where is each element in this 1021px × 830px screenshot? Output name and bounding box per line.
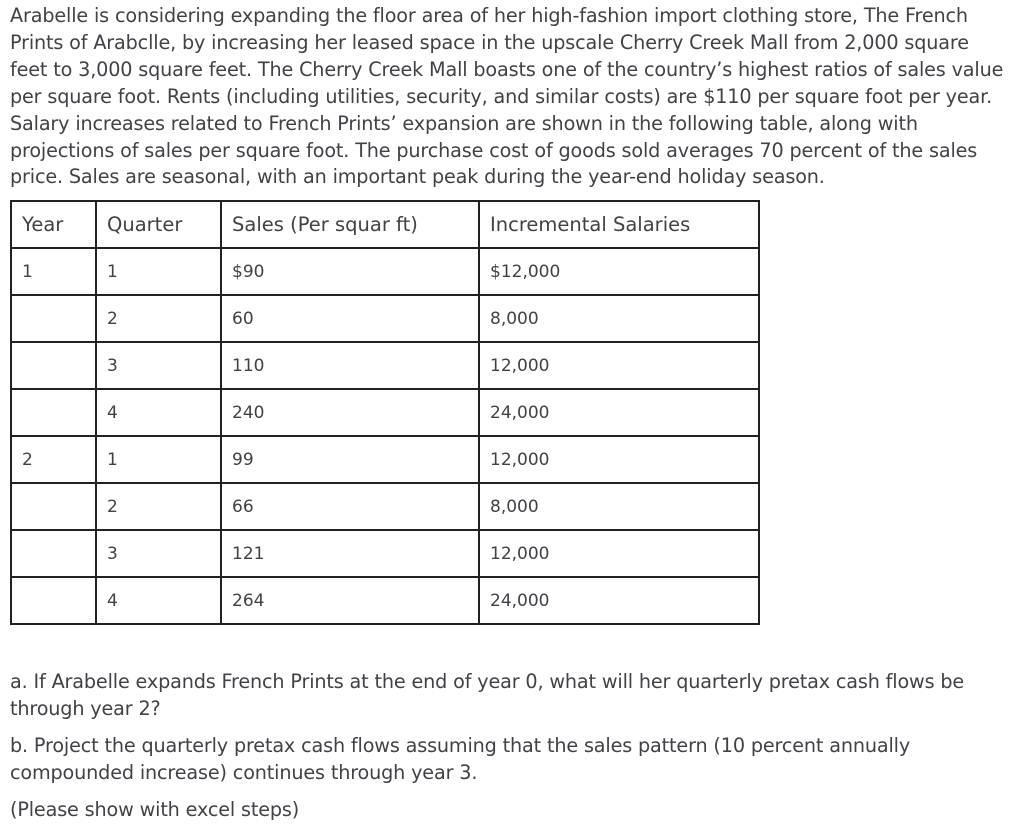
- cell-sales: 264: [221, 577, 479, 624]
- table-row: [11, 577, 759, 624]
- cell-year: 1: [11, 248, 96, 295]
- cell-quarter: 1: [96, 436, 221, 483]
- cell-quarter: 3: [96, 342, 221, 389]
- question-b-text: b. Project the quarterly pretax cash flows assuming that the sales pattern (10 percent annually compounded increase) continues through year 3.: [10, 734, 911, 784]
- table-row: [11, 530, 759, 577]
- header-salaries: Incremental Salaries: [479, 201, 759, 248]
- cell-salaries: $12,000: [479, 248, 759, 295]
- cell-year: 2: [11, 436, 96, 483]
- cell-quarter: 1: [96, 248, 221, 295]
- cell-year: [11, 530, 96, 577]
- sales-salary-table: [10, 200, 760, 625]
- cell-year: [11, 295, 96, 342]
- table-header-row: [11, 201, 759, 248]
- cell-salaries: 24,000: [479, 389, 759, 436]
- header-year: Year: [11, 201, 96, 248]
- cell-quarter: 4: [96, 389, 221, 436]
- cell-quarter: 2: [96, 295, 221, 342]
- excel-steps-note: (Please show with excel steps): [10, 798, 300, 821]
- table-row: [11, 342, 759, 389]
- cell-sales: 121: [221, 530, 479, 577]
- table-row: [11, 248, 759, 295]
- cell-quarter: 3: [96, 530, 221, 577]
- cell-sales: 110: [221, 342, 479, 389]
- question-a-text: a. If Arabelle expands French Prints at the end of year 0, what will her quarterly pretax cash flows be through year 2?: [10, 670, 965, 720]
- header-quarter: Quarter: [96, 201, 221, 248]
- cell-salaries: 12,000: [479, 342, 759, 389]
- cell-year: [11, 389, 96, 436]
- cell-sales: $90: [221, 248, 479, 295]
- problem-intro-text: Arabelle is considering expanding the floor area of her high-fashion import clothing store, The French Prints of Arabclle, by increasing her leased space in the upscale Cherry Creek Mall from 2,000 square feet to 3,000 square feet. The Cherry Creek Mall boasts one of the country’s highest ratios of sales value per square foot. Rents (including utilities, security, and similar costs) are $110 per square foot per year. Salary increases related to French Prints’ expansion are shown in the following table, along with projections of sales per square foot. The purchase cost of goods sold averages 70 percent of the sales price. Sales are seasonal, with an important peak during the year-end holiday season.: [10, 4, 1004, 189]
- cell-salaries: 12,000: [479, 530, 759, 577]
- cell-salaries: 24,000: [479, 577, 759, 624]
- table-row: [11, 436, 759, 483]
- cell-sales: 240: [221, 389, 479, 436]
- cell-year: [11, 342, 96, 389]
- cell-sales: 60: [221, 295, 479, 342]
- cell-quarter: 4: [96, 577, 221, 624]
- cell-quarter: 2: [96, 483, 221, 530]
- cell-sales: 99: [221, 436, 479, 483]
- cell-salaries: 12,000: [479, 436, 759, 483]
- table-row: [11, 389, 759, 436]
- table-row: [11, 483, 759, 530]
- cell-salaries: 8,000: [479, 295, 759, 342]
- cell-salaries: 8,000: [479, 483, 759, 530]
- cell-year: [11, 577, 96, 624]
- cell-sales: 66: [221, 483, 479, 530]
- cell-year: [11, 483, 96, 530]
- table-row: [11, 295, 759, 342]
- header-sales: Sales (Per squar ft): [221, 201, 479, 248]
